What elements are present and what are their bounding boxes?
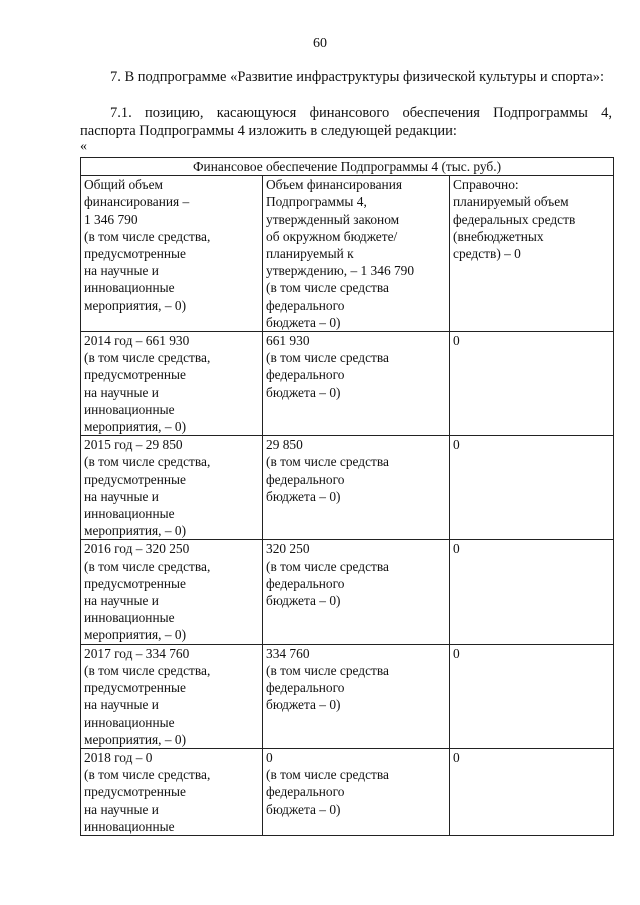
- cell-line: 2018 год – 0: [84, 749, 153, 765]
- cell-line: планируемый объем: [453, 194, 569, 210]
- cell-line: федерального: [266, 680, 345, 696]
- cell-line: планируемый к: [266, 246, 354, 262]
- row-reference-cell: [450, 436, 614, 540]
- cell-line: 2014 год – 661 930: [84, 333, 190, 349]
- cell-line: (в том числе средства: [266, 280, 389, 296]
- cell-line: 0: [266, 749, 273, 765]
- paragraph-item-7: 7. В подпрограмме «Развитие инфраструктуры физической культуры и спорта»:: [110, 69, 605, 85]
- cell-line: бюджета – 0): [266, 488, 341, 504]
- cell-line: финансирования –: [84, 194, 190, 210]
- cell-line: (в том числе средства,: [84, 454, 211, 470]
- table-header-row: [81, 176, 614, 332]
- cell-line: об окружном бюджете/: [266, 228, 398, 244]
- row-total-cell: [81, 748, 263, 835]
- cell-line: (в том числе средства,: [84, 228, 211, 244]
- row-total-cell: [81, 436, 263, 540]
- row-reference-cell: [450, 332, 614, 436]
- cell-line: Общий объем: [84, 177, 163, 193]
- cell-line: средств) – 0: [453, 246, 521, 262]
- cell-line: 0: [453, 541, 460, 557]
- cell-line: 2017 год – 334 760: [84, 645, 190, 661]
- row-program-cell: [263, 748, 450, 835]
- cell-line: бюджета – 0): [266, 697, 341, 713]
- cell-line: федерального: [266, 367, 345, 383]
- cell-line: на научные и: [84, 593, 159, 609]
- cell-line: (внебюджетных: [453, 228, 544, 244]
- cell-line: инновационные: [84, 610, 175, 626]
- cell-line: Подпрограммы 4,: [266, 194, 367, 210]
- cell-line: (в том числе средства: [266, 767, 389, 783]
- cell-line: 0: [453, 437, 460, 453]
- opening-quote-mark: «: [80, 139, 87, 154]
- paragraph-item-7-1: 7.1. позицию, касающуюся финансового обеспечения Подпрограммы 4, паспорта Подпрограммы 4 изложить в следующей редакции:: [80, 105, 612, 139]
- cell-line: (в том числе средства,: [84, 767, 211, 783]
- header-reference-federal: [450, 176, 614, 332]
- row-program-cell: [263, 644, 450, 748]
- cell-line: на научные и: [84, 697, 159, 713]
- table-row: [81, 748, 614, 835]
- cell-line: на научные и: [84, 801, 159, 817]
- cell-line: федерального: [266, 471, 345, 487]
- cell-line: 0: [453, 333, 460, 349]
- cell-line: утвержденный законом: [266, 211, 400, 227]
- cell-line: (в том числе средства,: [84, 558, 211, 574]
- row-total-cell: [81, 540, 263, 644]
- cell-line: 2016 год – 320 250: [84, 541, 190, 557]
- cell-line: мероприятия, – 0): [84, 731, 187, 747]
- cell-line: предусмотренные: [84, 246, 186, 262]
- cell-line: мероприятия, – 0): [84, 627, 187, 643]
- cell-line: бюджета – 0): [266, 593, 341, 609]
- table-title-row: [81, 158, 614, 176]
- cell-line: (в том числе средства,: [84, 662, 211, 678]
- cell-line: предусмотренные: [84, 367, 186, 383]
- cell-line: 1 346 790: [84, 211, 138, 227]
- cell-line: Объем финансирования: [266, 177, 403, 193]
- cell-line: на научные и: [84, 263, 159, 279]
- cell-line: федеральных средств: [453, 211, 576, 227]
- cell-line: федерального: [266, 784, 345, 800]
- cell-line: 0: [453, 645, 460, 661]
- cell-line: мероприятия, – 0): [84, 297, 187, 313]
- cell-line: бюджета – 0): [266, 314, 341, 330]
- table-row: [81, 332, 614, 436]
- row-reference-cell: [450, 540, 614, 644]
- page-number: 60: [313, 36, 327, 51]
- cell-line: федерального: [266, 575, 345, 591]
- cell-line: предусмотренные: [84, 471, 186, 487]
- cell-line: предусмотренные: [84, 784, 186, 800]
- cell-line: федерального: [266, 297, 345, 313]
- cell-line: утверждению, – 1 346 790: [266, 263, 415, 279]
- cell-line: на научные и: [84, 488, 159, 504]
- cell-line: инновационные: [84, 506, 175, 522]
- cell-line: инновационные: [84, 401, 175, 417]
- row-total-cell: [81, 332, 263, 436]
- cell-line: (в том числе средства: [266, 558, 389, 574]
- cell-line: 334 760: [266, 645, 310, 661]
- row-reference-cell: [450, 644, 614, 748]
- financing-table: [80, 157, 614, 836]
- table-title: Финансовое обеспечение Подпрограммы 4 (тыс. руб.): [81, 158, 614, 176]
- cell-line: бюджета – 0): [266, 801, 341, 817]
- cell-line: (в том числе средства,: [84, 350, 211, 366]
- cell-line: Справочно:: [453, 177, 519, 193]
- cell-line: мероприятия, – 0): [84, 523, 187, 539]
- cell-line: инновационные: [84, 280, 175, 296]
- cell-line: (в том числе средства: [266, 662, 389, 678]
- cell-line: 29 850: [266, 437, 303, 453]
- header-total-volume: [81, 176, 263, 332]
- cell-line: инновационные: [84, 818, 175, 834]
- table-row: [81, 540, 614, 644]
- cell-line: 320 250: [266, 541, 310, 557]
- cell-line: мероприятия, – 0): [84, 419, 187, 435]
- cell-line: на научные и: [84, 384, 159, 400]
- cell-line: 0: [453, 749, 460, 765]
- cell-line: предусмотренные: [84, 575, 186, 591]
- row-program-cell: [263, 332, 450, 436]
- cell-line: 661 930: [266, 333, 310, 349]
- cell-line: 2015 год – 29 850: [84, 437, 183, 453]
- row-program-cell: [263, 436, 450, 540]
- row-reference-cell: [450, 748, 614, 835]
- cell-line: инновационные: [84, 714, 175, 730]
- header-program-volume: [263, 176, 450, 332]
- cell-line: (в том числе средства: [266, 350, 389, 366]
- row-total-cell: [81, 644, 263, 748]
- table-row: [81, 436, 614, 540]
- row-program-cell: [263, 540, 450, 644]
- cell-line: (в том числе средства: [266, 454, 389, 470]
- cell-line: предусмотренные: [84, 680, 186, 696]
- cell-line: бюджета – 0): [266, 384, 341, 400]
- table-row: [81, 644, 614, 748]
